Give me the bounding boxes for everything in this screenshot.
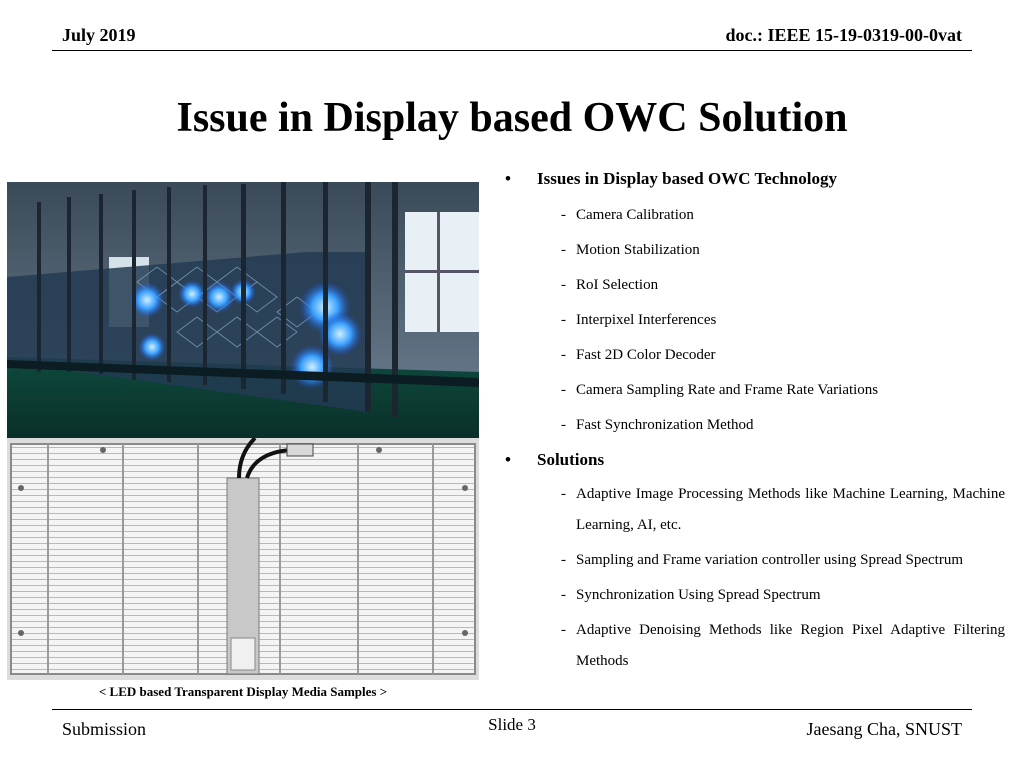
slide-number: Slide 3 <box>488 715 536 734</box>
list-item <box>500 615 1005 677</box>
header-date: July 2019 <box>62 25 136 45</box>
led-display-illustration <box>7 182 479 438</box>
list-item-text: Adaptive Image Processing Methods like Machine Learning, Machine Learning, AI, etc. <box>576 486 1005 533</box>
list-item <box>500 545 1005 576</box>
section-heading-text: Issues in Display based OWC Technology <box>537 169 837 188</box>
list-item-text: Camera Calibration <box>576 207 694 223</box>
led-display-photo <box>7 182 479 438</box>
slide-title: Issue in Display based OWC Solution <box>176 95 848 141</box>
list-item-text: Fast 2D Color Decoder <box>576 347 716 363</box>
dash-icon: - <box>561 347 566 363</box>
list-item <box>500 375 1005 406</box>
footer-author: Jaesang Cha, SNUST <box>806 719 962 739</box>
section-heading-solutions <box>500 447 1005 473</box>
list-item <box>500 305 1005 336</box>
dash-icon: - <box>561 486 566 502</box>
dash-icon: - <box>561 417 566 433</box>
header-doc-id: doc.: IEEE 15-19-0319-00-0vat <box>725 25 962 45</box>
dash-icon: - <box>561 312 566 328</box>
list-item <box>500 270 1005 301</box>
led-panel-illustration <box>7 438 479 680</box>
dash-icon: - <box>561 587 566 603</box>
list-item <box>500 479 1005 541</box>
list-item-text: Adaptive Denoising Methods like Region Pixel Adaptive Filtering Methods <box>576 622 1005 669</box>
list-item-text: Synchronization Using Spread Spectrum <box>576 587 821 603</box>
list-item-text: RoI Selection <box>576 277 659 293</box>
list-item-text: Motion Stabilization <box>576 242 700 258</box>
list-item-text: Sampling and Frame variation controller using Spread Spectrum <box>576 552 963 568</box>
footer-submission: Submission <box>62 719 147 739</box>
bullet-content <box>500 166 1005 677</box>
header-rule <box>52 50 972 51</box>
list-item-text: Interpixel Interferences <box>576 312 717 328</box>
led-panel-photo <box>7 438 479 680</box>
list-item <box>500 235 1005 266</box>
dash-icon: - <box>561 552 566 568</box>
list-item-text: Camera Sampling Rate and Frame Rate Variations <box>576 382 879 398</box>
dash-icon: - <box>561 382 566 398</box>
dash-icon: - <box>561 622 566 638</box>
list-item <box>500 410 1005 441</box>
section-heading-text: Solutions <box>537 450 605 469</box>
list-item <box>500 580 1005 611</box>
bullet-icon: • <box>505 169 511 188</box>
list-item <box>500 340 1005 371</box>
list-item <box>500 200 1005 231</box>
figure-caption: < LED based Transparent Display Media Samples > <box>98 684 388 699</box>
list-item-text: Fast Synchronization Method <box>576 417 754 433</box>
footer-rule <box>52 709 972 710</box>
dash-icon: - <box>561 277 566 293</box>
bullet-icon: • <box>505 450 511 469</box>
section-heading-issues <box>500 166 1005 192</box>
dash-icon: - <box>561 242 566 258</box>
dash-icon: - <box>561 207 566 223</box>
